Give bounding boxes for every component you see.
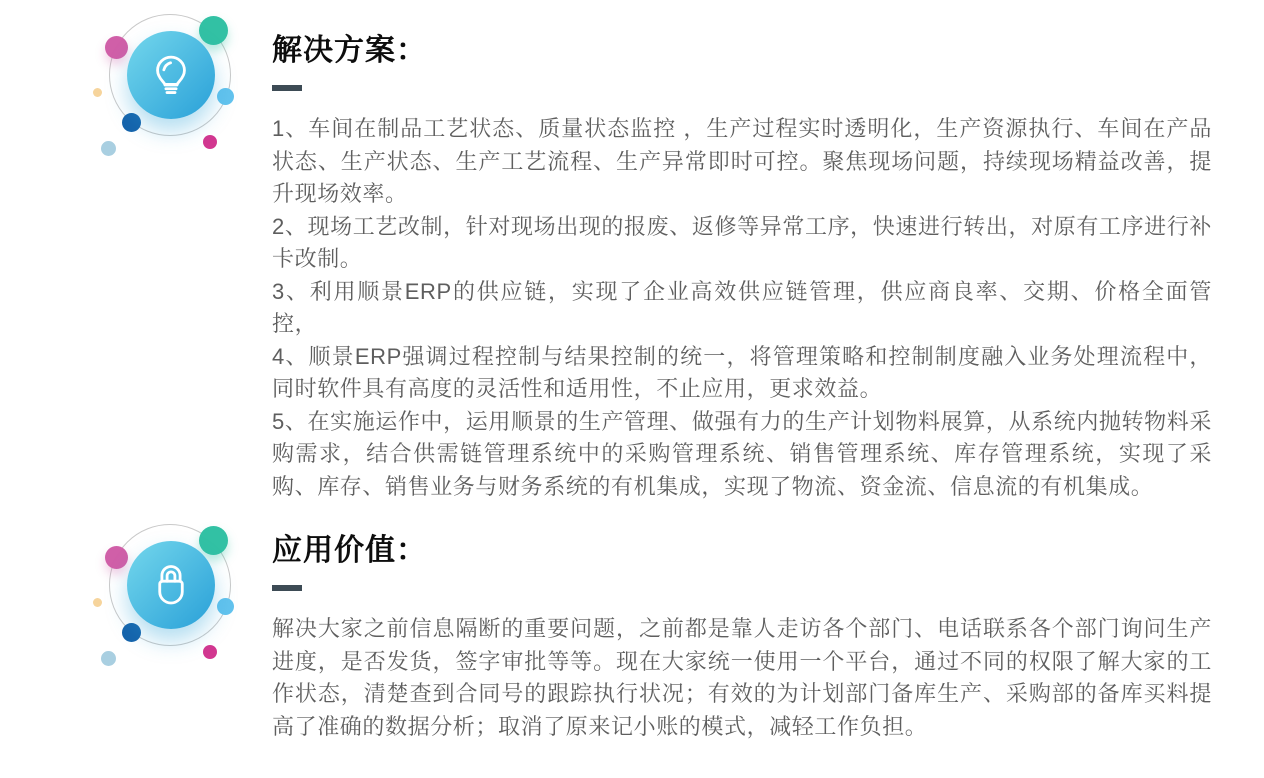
pale-blue-dot: [101, 141, 116, 156]
dark-blue-dot: [122, 623, 141, 642]
teal-dot: [199, 526, 228, 555]
section-heading: 应用价值：: [272, 534, 427, 567]
yellow-dot: [93, 598, 102, 607]
pale-blue-dot: [101, 651, 116, 666]
light-blue-dot: [217, 598, 234, 615]
paragraph: 4、顺景ERP强调过程控制与结果控制的统一，将管理策略和控制制度融入业务处理流程中，同时软件具有高度的灵活性和适用性，不止应用，更求效益。: [272, 343, 1212, 401]
lock-icon: [127, 541, 215, 629]
lightbulb-icon: [127, 31, 215, 119]
heading-underline: [272, 585, 302, 591]
section-heading: 解决方案：: [272, 34, 427, 67]
teal-dot: [199, 16, 228, 45]
paragraph: 5、在实施运作中，运用顺景的生产管理、做强有力的生产计划物料展算，从系统内抛转物料采购需求，结合供需链管理系统中的采购管理系统、销售管理系统、库存管理系统，实现了采购、库存、销售业务与财务系统的有机集成，实现了物流、资金流、信息流的有机集成。: [272, 408, 1212, 499]
paragraph: 3、利用顺景ERP的供应链，实现了企业高效供应链管理，供应商良率、交期、价格全面管控，: [272, 278, 1212, 336]
solution-icon-art: [0, 0, 260, 170]
yellow-dot: [93, 88, 102, 97]
magenta-dot: [203, 135, 217, 149]
value-paragraphs: [272, 613, 1212, 743]
paragraph: 2、现场工艺改制，针对现场出现的报废、返修等异常工序，快速进行转出，对原有工序进行补卡改制。: [272, 213, 1212, 271]
solution-content: [272, 0, 1212, 503]
paragraph: 1、车间在制品工艺状态、质量状态监控 ，生产过程实时透明化，生产资源执行、车间在产品状态、生产状态、生产工艺流程、生产异常即时可控。聚焦现场问题，持续现场精益改善，提升现场效率。: [272, 116, 1212, 206]
value-icon-art: [0, 510, 260, 680]
magenta-dot: [203, 645, 217, 659]
value-content: [272, 510, 1212, 743]
value-section: [0, 510, 1264, 778]
solution-paragraphs: [272, 113, 1212, 503]
pink-dot: [105, 546, 128, 569]
paragraph: 解决大家之前信息隔断的重要问题，之前都是靠人走访各个部门、电话联系各个部门询问生产进度，是否发货，签字审批等等。现在大家统一使用一个平台，通过不同的权限了解大家的工作状态，清楚查到合同号的跟踪执行状况；有效的为计划部门备库生产、采购部的备库买料提高了准确的数据分析；取消了原来记小账的模式，减轻工作负担。: [272, 616, 1212, 739]
light-blue-dot: [217, 88, 234, 105]
heading-underline: [272, 85, 302, 91]
dark-blue-dot: [122, 113, 141, 132]
pink-dot: [105, 36, 128, 59]
